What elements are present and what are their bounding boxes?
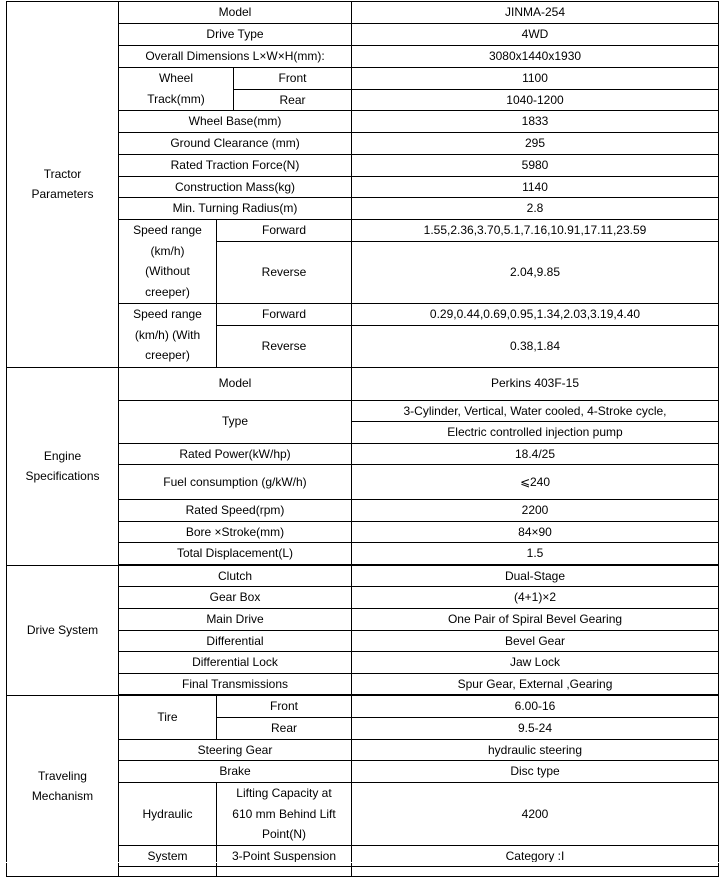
sub-label: 3-Point Suspension [217, 845, 352, 867]
spec-value: ⩽240 [352, 465, 719, 500]
spec-value: 5980 [352, 154, 719, 176]
spec-value: 6.00-16 [352, 696, 719, 718]
spec-label: Overall Dimensions L×W×H(mm): [119, 45, 352, 67]
sub-label: Forward [217, 220, 352, 242]
spec-value: 1833 [352, 111, 719, 133]
spec-value: 18.4/25 [352, 443, 719, 465]
spec-value: (4+1)×2 [352, 587, 719, 609]
spec-value: Jaw Lock [352, 652, 719, 674]
sub-label: Forward [217, 303, 352, 325]
spec-label: Differential [119, 630, 352, 652]
spec-label: System [119, 845, 217, 867]
spec-value: JINMA-254 [352, 2, 719, 24]
sub-label: Rear [217, 717, 352, 739]
spec-value: Electric controlled injection pump [352, 422, 719, 444]
spec-value: 9.5-24 [352, 717, 719, 739]
spec-label: Fuel consumption (g/kW/h) [119, 465, 352, 500]
table-row [7, 2, 719, 24]
sub-label: Lifting Capacity at 610 mm Behind Lift Point(N) [217, 783, 352, 846]
spec-value: Category :I [352, 845, 719, 867]
spec-label: Construction Mass(kg) [119, 176, 352, 198]
spec-value: 2.8 [352, 198, 719, 220]
spec-value: 2200 [352, 500, 719, 522]
spec-label: Final Transmissions [119, 673, 352, 695]
spec-label: Brake [119, 761, 352, 783]
spec-value: 0.29,0.44,0.69,0.95,1.34,2.03,3.19,4.40 [352, 303, 719, 325]
spec-label: Gear Box [119, 587, 352, 609]
spec-value: Perkins 403F-15 [352, 367, 719, 400]
table-cell [119, 867, 217, 877]
spec-label: Rated Power(kW/hp) [119, 443, 352, 465]
spec-value: 1100 [352, 67, 719, 89]
spec-label: Clutch [119, 565, 352, 587]
spec-label: Rated Speed(rpm) [119, 500, 352, 522]
spec-label: Hydraulic [119, 783, 217, 846]
spec-value: 1040-1200 [352, 89, 719, 111]
spec-label: Speed range (km/h) (Without creeper) [119, 220, 217, 304]
section-title-tractor: Tractor Parameters [7, 2, 119, 368]
spec-value: 4200 [352, 783, 719, 846]
sub-label: Front [234, 67, 352, 89]
spec-label: Model [119, 2, 352, 24]
section-title-engine: Engine Specifications [7, 367, 119, 565]
table-row [7, 367, 719, 400]
spec-value: 295 [352, 133, 719, 155]
spec-label: Model [119, 367, 352, 400]
table-cell [352, 867, 719, 877]
spec-value: 3-Cylinder, Vertical, Water cooled, 4-Stroke cycle, [352, 400, 719, 422]
spec-label: Differential Lock [119, 652, 352, 674]
spec-value: 4WD [352, 24, 719, 46]
spec-label: Ground Clearance (mm) [119, 133, 352, 155]
section-title-drive: Drive System [7, 565, 119, 696]
spec-value: hydraulic steering [352, 739, 719, 761]
spec-value: 1.55,2.36,3.70,5.1,7.16,10.91,17.11,23.59 [352, 220, 719, 242]
spec-label: Rated Traction Force(N) [119, 154, 352, 176]
spec-value: One Pair of Spiral Bevel Gearing [352, 608, 719, 630]
spec-label: Wheel Base(mm) [119, 111, 352, 133]
spec-value: Disc type [352, 761, 719, 783]
spec-value: 0.38,1.84 [352, 325, 719, 367]
table-row [7, 565, 719, 587]
sub-label: Reverse [217, 325, 352, 367]
sub-label: Reverse [217, 241, 352, 303]
spec-label: Min. Turning Radius(m) [119, 198, 352, 220]
spec-label: Tire [119, 696, 217, 740]
spec-value: 1140 [352, 176, 719, 198]
spec-value: 2.04,9.85 [352, 241, 719, 303]
spec-label: Speed range (km/h) (With creeper) [119, 303, 217, 367]
spec-value: Spur Gear, External ,Gearing [352, 673, 719, 695]
table-row [7, 696, 719, 718]
spec-label: Drive Type [119, 24, 352, 46]
spec-value: 3080x1440x1930 [352, 45, 719, 67]
spec-label: Type [119, 400, 352, 443]
spec-value: 1.5 [352, 543, 719, 565]
spec-value: 84×90 [352, 521, 719, 543]
spec-value: Dual-Stage [352, 565, 719, 587]
sub-label: Rear [234, 89, 352, 111]
sub-label: Front [217, 696, 352, 718]
spec-label: Wheel Track(mm) [119, 67, 234, 111]
spec-label: Main Drive [119, 608, 352, 630]
spec-label: Steering Gear [119, 739, 352, 761]
table-cell [217, 867, 352, 877]
section-title-traveling: Traveling Mechanism [7, 696, 119, 877]
spec-label: Bore ×Stroke(mm) [119, 521, 352, 543]
spec-value: Bevel Gear [352, 630, 719, 652]
specifications-table [6, 1, 719, 877]
spec-label: Total Displacement(L) [119, 543, 352, 565]
